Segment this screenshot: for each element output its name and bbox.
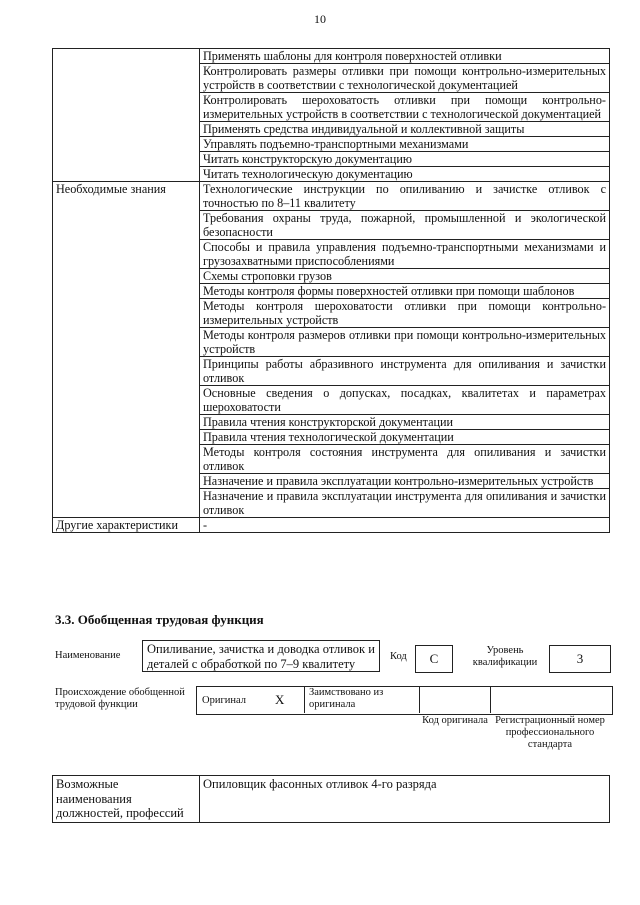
skills-label-cell xyxy=(53,49,200,182)
knowledge-row xyxy=(53,182,610,211)
code-field: С xyxy=(415,645,453,673)
skill-text: Читать технологическую документацию xyxy=(200,167,610,182)
positions-label: Возможные наименования должностей, профессий xyxy=(53,776,200,823)
code-caption: Код оригинала xyxy=(422,715,488,726)
knowledge-text: Правила чтения конструкторской документации xyxy=(200,415,610,430)
knowledge-text: Правила чтения технологической документации xyxy=(200,430,610,445)
borrowed-label: Заимствовано из оригинала xyxy=(309,687,384,710)
origin-divider xyxy=(419,686,420,713)
knowledge-text: Способы и правила управления подъемно-транспортными механизмами и грузозахватными приспособлениями xyxy=(200,240,610,269)
knowledge-text: Требования охраны труда, пожарной, промышленной и экологической безопасности xyxy=(200,211,610,240)
positions-table xyxy=(52,775,610,823)
section-title: 3.3. Обобщенная трудовая функция xyxy=(55,612,264,627)
knowledge-text: Схемы строповки грузов xyxy=(200,269,610,284)
skill-text: Применять шаблоны для контроля поверхностей отливки xyxy=(200,49,610,64)
origin-label: Происхождение обобщенной трудовой функции xyxy=(55,687,185,710)
other-label: Другие характеристики xyxy=(53,518,200,533)
knowledge-text: Назначение и правила эксплуатации инструмента для опиливания и зачистки отливок xyxy=(200,489,610,518)
function-name-field: Опиливание, зачистка и доводка отливок и деталей с обработкой по 7–9 квалитету xyxy=(142,640,380,672)
skill-text: Контролировать размеры отливки при помощи контрольно-измерительных устройств в соответствии с технологической документацией xyxy=(200,64,610,93)
original-label: Оригинал xyxy=(202,695,246,706)
qualification-level-label: Уровень квалификации xyxy=(472,645,538,668)
knowledge-text: Назначение и правила эксплуатации контрольно-измерительных устройств xyxy=(200,474,610,489)
origin-divider xyxy=(490,686,491,713)
registration-caption: Регистрационный номер профессионального стандарта xyxy=(495,715,605,750)
skill-text: Контролировать шероховатость отливки при помощи контрольно-измерительных устройств в соответствии с технологической документацией xyxy=(200,93,610,122)
page-number: 10 xyxy=(314,12,326,26)
qualification-level-field: 3 xyxy=(549,645,611,673)
skill-text: Читать конструкторскую документацию xyxy=(200,152,610,167)
knowledge-text: Основные сведения о допусках, посадках, квалитетах и параметрах шероховатости xyxy=(200,386,610,415)
skill-text: Управлять подъемно-транспортными механизмами xyxy=(200,137,610,152)
skill-text: Применять средства индивидуальной и коллективной защиты xyxy=(200,122,610,137)
knowledge-label: Необходимые знания xyxy=(53,182,200,518)
knowledge-text: Технологические инструкции по опиливанию и зачистке отливок с точностью по 8–11 квалитету xyxy=(200,182,610,211)
knowledge-text: Методы контроля размеров отливки при помощи контрольно-измерительных устройств xyxy=(200,328,610,357)
positions-value: Опиловщик фасонных отливок 4-го разряда xyxy=(200,776,610,823)
knowledge-text: Принципы работы абразивного инструмента для опиливания и зачистки отливок xyxy=(200,357,610,386)
code-label: Код xyxy=(390,651,407,662)
skills-knowledge-table xyxy=(52,48,610,533)
other-value: - xyxy=(200,518,610,533)
knowledge-text: Методы контроля состояния инструмента для опиливания и зачистки отливок xyxy=(200,445,610,474)
other-row xyxy=(53,518,610,533)
knowledge-text: Методы контроля шероховатости отливки при помощи контрольно-измерительных устройств xyxy=(200,299,610,328)
origin-divider xyxy=(304,686,305,713)
original-mark: X xyxy=(275,692,285,707)
name-label: Наименование xyxy=(55,650,121,661)
skill-row xyxy=(53,49,610,64)
knowledge-text: Методы контроля формы поверхностей отливки при помощи шаблонов xyxy=(200,284,610,299)
